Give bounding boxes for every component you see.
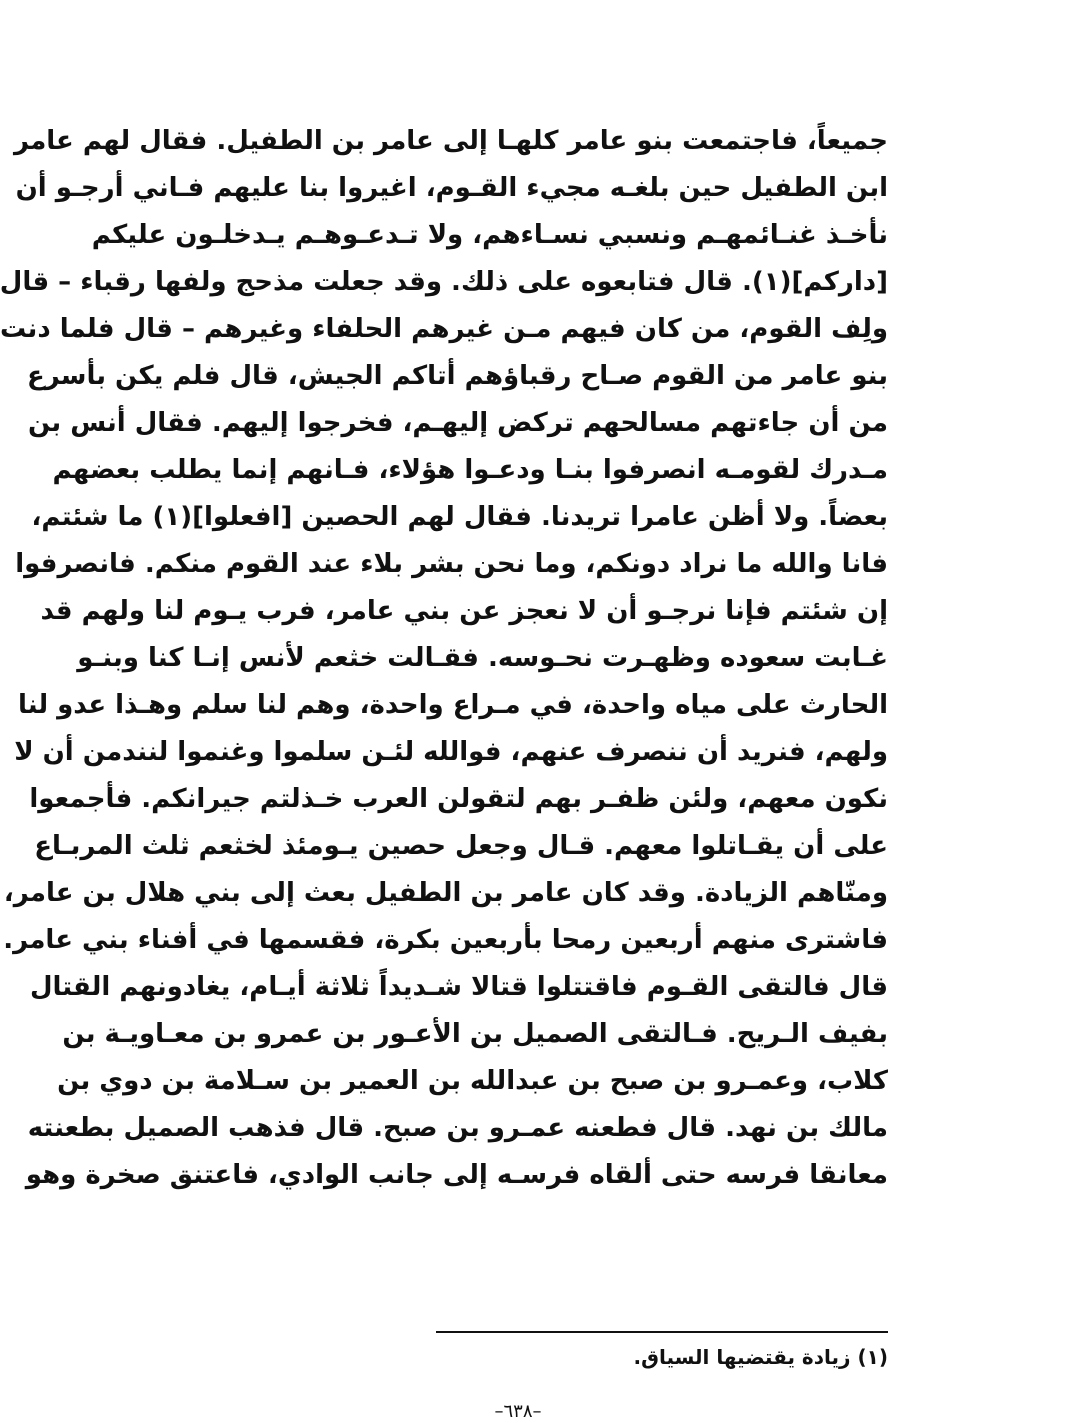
footnote-divider [436,1331,888,1333]
text-line-22: مالك بن نهد. قال فطعنه عمـرو بن صبح. قال فذهب الصميل بطعنته [27,1113,888,1143]
text-line-1: جميعاً، فاجتمعت بنو عامر كلهـا إلى عامر بن الطفيل. فقال لهم عامر [14,126,888,156]
text-line-5: ولِف القوم، من كان فيهم مـن غيرهم الحلفاء وغيرهم – قال فلما دنت [0,314,888,344]
text-line-4: [داركم](١). قال فتابعوه على ذلك. وقد جعلت مذحج ولفها رقباء – قال [0,267,888,297]
footnote: (١) زيادة يقتضيها السياق. [633,1345,888,1369]
text-line-17: ومنّاهم الزيادة. وقد كان عامر بن الطفيل بعث إلى بني هلال بن عامر، [3,878,888,908]
text-line-14: ولهم، فنريد أن ننصرف عنهم، فوالله لئـن سلموا وغنموا لنندمن أن لا [14,737,888,767]
page-number: –٦٣٨– [494,1401,542,1422]
text-line-2: ابن الطفيل حين بلغـه مجيء القـوم، اغيروا بنا عليهم فـاني أرجـو أن [15,173,888,203]
text-line-16: على أن يقـاتلوا معهم. قـال وجعل حصين يـومئذ لخثعم ثلث المربـاع [34,831,888,861]
text-line-11: إن شئتم فإنا نرجـو أن لا نعجز عن بني عامر، فرب يـوم لنا ولهم قد [40,596,888,626]
text-line-19: قال فالتقى القـوم فاقتتلوا قتالا شـديداً ثلاثة أيـام، يغادونهم القتال [29,972,888,1002]
text-line-21: كلاب، وعمـرو بن صبح بن عبدالله بن العمير بن سـلامة بن دوي بن [57,1066,888,1096]
text-line-8: مـدرك لقومـه انصرفوا بنـا ودعـوا هؤلاء، فـانهم إنما يطلب بعضهم [52,455,888,485]
text-line-9: بعضاً. ولا أظن عامرا تريدنا. فقال لهم الحصين [افعلوا](١) ما شئتم، [31,502,888,532]
text-line-10: فانا والله ما نراد دونكم، وما نحن بشر بلاء عند القوم منكم. فانصرفوا [15,549,888,579]
text-line-18: فاشترى منهم أربعين رمحا بأربعين بكرة، فقسمها في أفناء بني عامر. [3,925,888,955]
text-line-12: غـابت سعوده وظهـرت نحـوسه. فقـالت خثعم لأنس إنـا كنا وبنـو [77,643,888,673]
text-line-20: بفيف الـريح. فـالتقى الصميل بن الأعـور بن عمرو بن معـاويـة بن [62,1019,888,1049]
text-line-13: الحارث على مياه واحدة، في مـراع واحدة، وهم لنا سلم وهـذا عدو لنا [17,690,888,720]
text-line-7: من أن جاءتهم مسالحهم تركض إليهـم، فخرجوا إليهم. فقال أنس بن [28,408,888,438]
text-line-23: معانقا فرسه حتى ألقاه فرسـه إلى جانب الوادي، فاعتنق صخرة وهو [25,1160,888,1190]
body-text [0,118,888,1199]
text-line-3: نأخـذ غنـائمهـم ونسبي نسـاءهم، ولا تـدعـوهـم يـدخلـون عليكم [91,220,888,250]
text-line-15: نكون معهم، ولئن ظفـر بهم لتقولن العرب خـذلتم جيرانكم. فأجمعوا [29,784,888,814]
text-line-6: بنو عامر من القوم صـاح رقباؤهم أتاكم الجيش، قال فلم يكن بأسرع [26,361,888,391]
